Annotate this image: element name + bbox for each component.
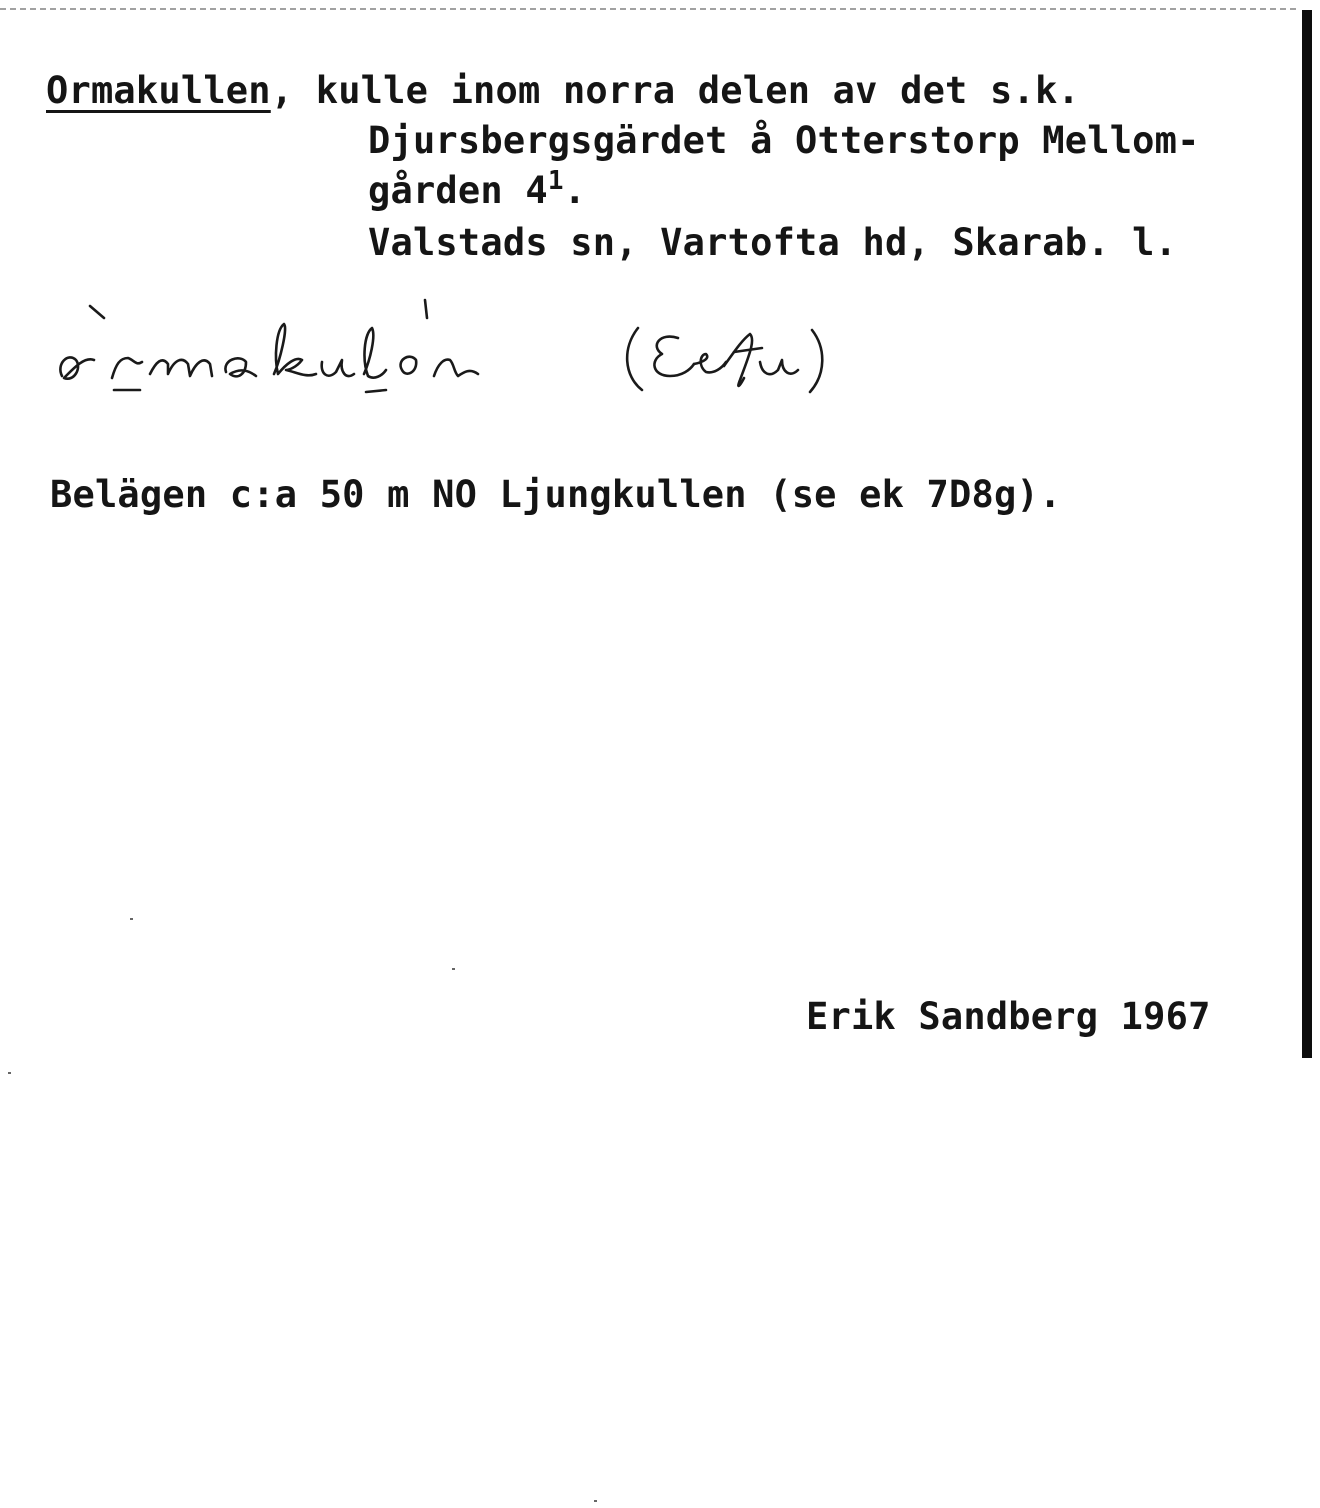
entry-line-2: Djursbergsgärdet å Otterstorp Mellom- bbox=[368, 119, 1200, 162]
paper-speck bbox=[130, 918, 133, 920]
entry-line-3 bbox=[368, 166, 586, 220]
location-note: Belägen c:a 50 m NO Ljungkullen (se ek 7D8g). bbox=[50, 473, 1062, 516]
paper-speck bbox=[594, 1500, 597, 1502]
entry-line-3-superscript: 1 bbox=[547, 166, 564, 196]
card-right-edge bbox=[1302, 10, 1312, 1058]
entry-line-3-period: . bbox=[563, 169, 587, 212]
headword: Ormakullen bbox=[46, 69, 271, 112]
handwritten-pronunciation bbox=[50, 290, 850, 420]
entry-line-1 bbox=[46, 66, 1080, 116]
entry-line-4: Valstads sn, Vartofta hd, Skarab. l. bbox=[368, 221, 1178, 264]
paper-speck bbox=[452, 968, 455, 970]
entry-line-3-text: gården 4 bbox=[368, 169, 548, 212]
paper-speck bbox=[8, 1072, 11, 1074]
pronunciation-text: òrmakùlon (Eefu) bbox=[50, 410, 60, 411]
card-top-edge bbox=[0, 8, 1296, 10]
signature: Erik Sandberg 1967 bbox=[806, 995, 1211, 1038]
entry-line-1-rest: , kulle inom norra delen av det s.k. bbox=[270, 69, 1080, 112]
